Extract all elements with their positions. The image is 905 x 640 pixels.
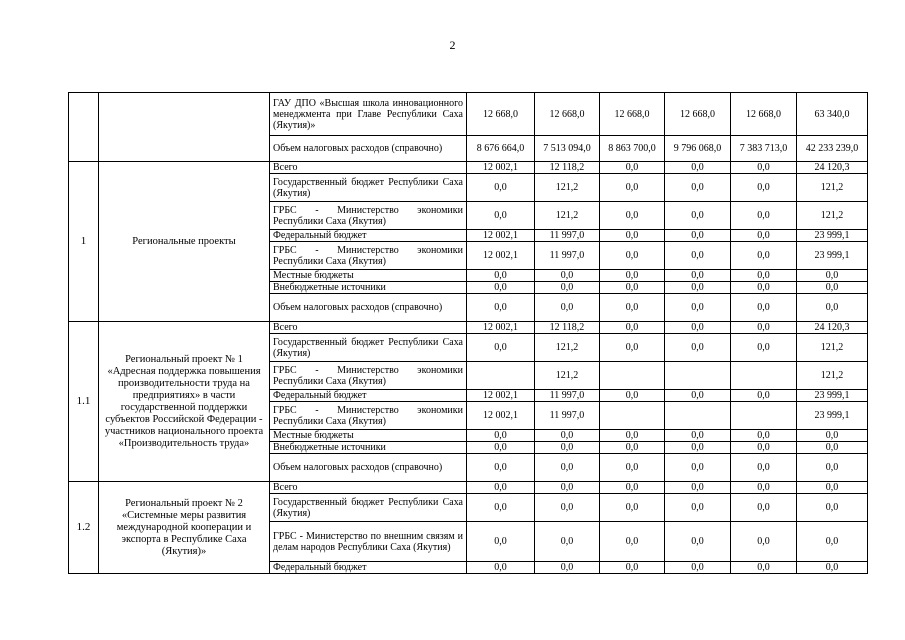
value-2021: 12 668,0 xyxy=(535,93,600,136)
row-label: ГАУ ДПО «Высшая школа инновационного менеджмента при Главе Республики Саха (Якутия)» xyxy=(270,93,467,136)
value-2024: 0,0 xyxy=(731,202,797,230)
row-label: Объем налоговых расходов (справочно) xyxy=(270,136,467,162)
value-2024: 0,0 xyxy=(731,270,797,282)
value-2020: 0,0 xyxy=(467,282,535,294)
value-total: 0,0 xyxy=(797,294,868,322)
value-2024: 0,0 xyxy=(731,522,797,562)
value-2023: 0,0 xyxy=(665,562,731,574)
value-2022: 0,0 xyxy=(600,294,665,322)
row-label: Местные бюджеты xyxy=(270,270,467,282)
row-label: ГРБС - Министерство по внешним связям и делам народов Республики Саха (Якутия) xyxy=(270,522,467,562)
value-2022: 0,0 xyxy=(600,282,665,294)
value-2022: 0,0 xyxy=(600,270,665,282)
budget-table xyxy=(68,92,868,574)
value-2020: 0,0 xyxy=(467,482,535,494)
value-2021: 11 997,0 xyxy=(535,402,600,430)
value-2024: 0,0 xyxy=(731,562,797,574)
value-2021: 0,0 xyxy=(535,270,600,282)
group-index: 1 xyxy=(69,162,99,322)
value-2024: 0,0 xyxy=(731,442,797,454)
value-2024: 0,0 xyxy=(731,294,797,322)
table-row xyxy=(69,93,868,136)
value-total: 0,0 xyxy=(797,282,868,294)
value-2020: 0,0 xyxy=(467,430,535,442)
row-label: Федеральный бюджет xyxy=(270,562,467,574)
value-2023: 0,0 xyxy=(665,282,731,294)
row-label: Государственный бюджет Республики Саха (Якутия) xyxy=(270,174,467,202)
value-2024: 0,0 xyxy=(731,242,797,270)
value-2022: 0,0 xyxy=(600,390,665,402)
value-2020: 0,0 xyxy=(467,454,535,482)
value-2023: 0,0 xyxy=(665,162,731,174)
value-2024: 0,0 xyxy=(731,494,797,522)
value-2022: 0,0 xyxy=(600,494,665,522)
value-total: 121,2 xyxy=(797,334,868,362)
row-label: Федеральный бюджет xyxy=(270,230,467,242)
value-2024: 0,0 xyxy=(731,430,797,442)
value-2020: 0,0 xyxy=(467,522,535,562)
value-2024: 7 383 713,0 xyxy=(731,136,797,162)
value-2021: 121,2 xyxy=(535,362,600,390)
row-label: Внебюджетные источники xyxy=(270,442,467,454)
value-2021: 0,0 xyxy=(535,430,600,442)
value-2024: 0,0 xyxy=(731,454,797,482)
value-2022: 12 668,0 xyxy=(600,93,665,136)
value-2021: 11 997,0 xyxy=(535,390,600,402)
value-total: 0,0 xyxy=(797,522,868,562)
value-2022: 0,0 xyxy=(600,242,665,270)
value-2020: 0,0 xyxy=(467,442,535,454)
value-2020: 12 002,1 xyxy=(467,230,535,242)
value-2021: 0,0 xyxy=(535,482,600,494)
row-label: Государственный бюджет Республики Саха (Якутия) xyxy=(270,334,467,362)
value-2020: 12 668,0 xyxy=(467,93,535,136)
value-2023: 0,0 xyxy=(665,494,731,522)
value-2022: 0,0 xyxy=(600,334,665,362)
value-2023: 0,0 xyxy=(665,430,731,442)
value-2022: 8 863 700,0 xyxy=(600,136,665,162)
value-total: 24 120,3 xyxy=(797,322,868,334)
value-2022: 0,0 xyxy=(600,522,665,562)
page-number: 2 xyxy=(449,38,456,52)
value-total: 121,2 xyxy=(797,174,868,202)
value-2022: 0,0 xyxy=(600,482,665,494)
value-2023: 0,0 xyxy=(665,522,731,562)
value-2024: 0,0 xyxy=(731,162,797,174)
value-total: 0,0 xyxy=(797,454,868,482)
value-2021: 0,0 xyxy=(535,282,600,294)
index-cell xyxy=(69,93,99,162)
value-2022: 0,0 xyxy=(600,454,665,482)
value-2022: 0,0 xyxy=(600,442,665,454)
value-2020: 0,0 xyxy=(467,334,535,362)
value-2023: 0,0 xyxy=(665,454,731,482)
value-2021: 121,2 xyxy=(535,334,600,362)
value-2023: 0,0 xyxy=(665,482,731,494)
value-total: 121,2 xyxy=(797,202,868,230)
value-2024: 0,0 xyxy=(731,322,797,334)
row-label: Внебюджетные источники xyxy=(270,282,467,294)
value-2022 xyxy=(600,402,665,430)
name-cell xyxy=(99,93,270,162)
value-total: 0,0 xyxy=(797,494,868,522)
value-2021: 0,0 xyxy=(535,454,600,482)
value-2022: 0,0 xyxy=(600,430,665,442)
value-2020: 0,0 xyxy=(467,562,535,574)
value-2020: 0,0 xyxy=(467,270,535,282)
group-name: Региональный проект № 1 «Адресная поддержка повышения производительности труда на предприятиях» в части государственной поддержки субъектов Российской Федерации - участников национального проекта «Производительность труда» xyxy=(99,322,270,482)
value-total: 0,0 xyxy=(797,442,868,454)
row-label: Объем налоговых расходов (справочно) xyxy=(270,294,467,322)
value-2022: 0,0 xyxy=(600,202,665,230)
value-2023: 9 796 068,0 xyxy=(665,136,731,162)
value-2024: 0,0 xyxy=(731,174,797,202)
value-2023: 0,0 xyxy=(665,442,731,454)
value-total: 23 999,1 xyxy=(797,230,868,242)
value-total: 0,0 xyxy=(797,270,868,282)
value-2024: 0,0 xyxy=(731,334,797,362)
row-label: ГРБС - Министерство экономики Республики Саха (Якутия) xyxy=(270,202,467,230)
value-2021: 121,2 xyxy=(535,174,600,202)
value-2021: 0,0 xyxy=(535,442,600,454)
value-2020 xyxy=(467,362,535,390)
row-label: ГРБС - Министерство экономики Республики Саха (Якутия) xyxy=(270,242,467,270)
value-2022: 0,0 xyxy=(600,562,665,574)
value-2023: 12 668,0 xyxy=(665,93,731,136)
value-2021: 7 513 094,0 xyxy=(535,136,600,162)
value-2021: 12 118,2 xyxy=(535,162,600,174)
value-2020: 0,0 xyxy=(467,202,535,230)
value-2021: 0,0 xyxy=(535,494,600,522)
value-2022: 0,0 xyxy=(600,174,665,202)
value-2024: 0,0 xyxy=(731,390,797,402)
group-index: 1.2 xyxy=(69,482,99,574)
value-2023: 0,0 xyxy=(665,174,731,202)
row-label: ГРБС - Министерство экономики Республики Саха (Якутия) xyxy=(270,362,467,390)
row-label: Всего xyxy=(270,322,467,334)
value-total: 42 233 239,0 xyxy=(797,136,868,162)
value-2023 xyxy=(665,362,731,390)
value-total: 23 999,1 xyxy=(797,390,868,402)
value-2023: 0,0 xyxy=(665,230,731,242)
value-2023: 0,0 xyxy=(665,294,731,322)
table-row xyxy=(69,322,868,334)
value-2020: 0,0 xyxy=(467,294,535,322)
group-name: Региональный проект № 2 «Системные меры развития международной кооперации и экспорта в Республике Саха (Якутия)» xyxy=(99,482,270,574)
value-total: 23 999,1 xyxy=(797,242,868,270)
value-2023: 0,0 xyxy=(665,202,731,230)
value-total: 121,2 xyxy=(797,362,868,390)
value-2022: 0,0 xyxy=(600,230,665,242)
row-label: Местные бюджеты xyxy=(270,430,467,442)
value-2021: 121,2 xyxy=(535,202,600,230)
value-2024 xyxy=(731,402,797,430)
value-total: 0,0 xyxy=(797,430,868,442)
value-2020: 12 002,1 xyxy=(467,390,535,402)
row-label: Государственный бюджет Республики Саха (Якутия) xyxy=(270,494,467,522)
row-label: Объем налоговых расходов (справочно) xyxy=(270,454,467,482)
value-2022 xyxy=(600,362,665,390)
value-2024: 0,0 xyxy=(731,282,797,294)
value-2020: 12 002,1 xyxy=(467,402,535,430)
value-2020: 0,0 xyxy=(467,174,535,202)
row-label: Всего xyxy=(270,482,467,494)
value-2020: 8 676 664,0 xyxy=(467,136,535,162)
row-label: Федеральный бюджет xyxy=(270,390,467,402)
value-total: 63 340,0 xyxy=(797,93,868,136)
group-index: 1.1 xyxy=(69,322,99,482)
value-2024: 12 668,0 xyxy=(731,93,797,136)
value-2020: 12 002,1 xyxy=(467,162,535,174)
value-2020: 12 002,1 xyxy=(467,322,535,334)
table-row xyxy=(69,482,868,494)
value-total: 0,0 xyxy=(797,562,868,574)
value-2021: 0,0 xyxy=(535,562,600,574)
value-2022: 0,0 xyxy=(600,322,665,334)
value-2023 xyxy=(665,402,731,430)
value-2022: 0,0 xyxy=(600,162,665,174)
value-total: 24 120,3 xyxy=(797,162,868,174)
value-2023: 0,0 xyxy=(665,322,731,334)
value-2021: 11 997,0 xyxy=(535,242,600,270)
value-2024: 0,0 xyxy=(731,230,797,242)
value-2021: 0,0 xyxy=(535,294,600,322)
value-2021: 12 118,2 xyxy=(535,322,600,334)
group-name: Региональные проекты xyxy=(99,162,270,322)
value-2023: 0,0 xyxy=(665,390,731,402)
value-2021: 0,0 xyxy=(535,522,600,562)
value-total: 0,0 xyxy=(797,482,868,494)
value-2023: 0,0 xyxy=(665,242,731,270)
value-2021: 11 997,0 xyxy=(535,230,600,242)
value-2023: 0,0 xyxy=(665,334,731,362)
value-2024 xyxy=(731,362,797,390)
row-label: ГРБС - Министерство экономики Республики Саха (Якутия) xyxy=(270,402,467,430)
value-2020: 12 002,1 xyxy=(467,242,535,270)
value-2024: 0,0 xyxy=(731,482,797,494)
value-total: 23 999,1 xyxy=(797,402,868,430)
row-label: Всего xyxy=(270,162,467,174)
value-2023: 0,0 xyxy=(665,270,731,282)
table-row xyxy=(69,162,868,174)
value-2020: 0,0 xyxy=(467,494,535,522)
